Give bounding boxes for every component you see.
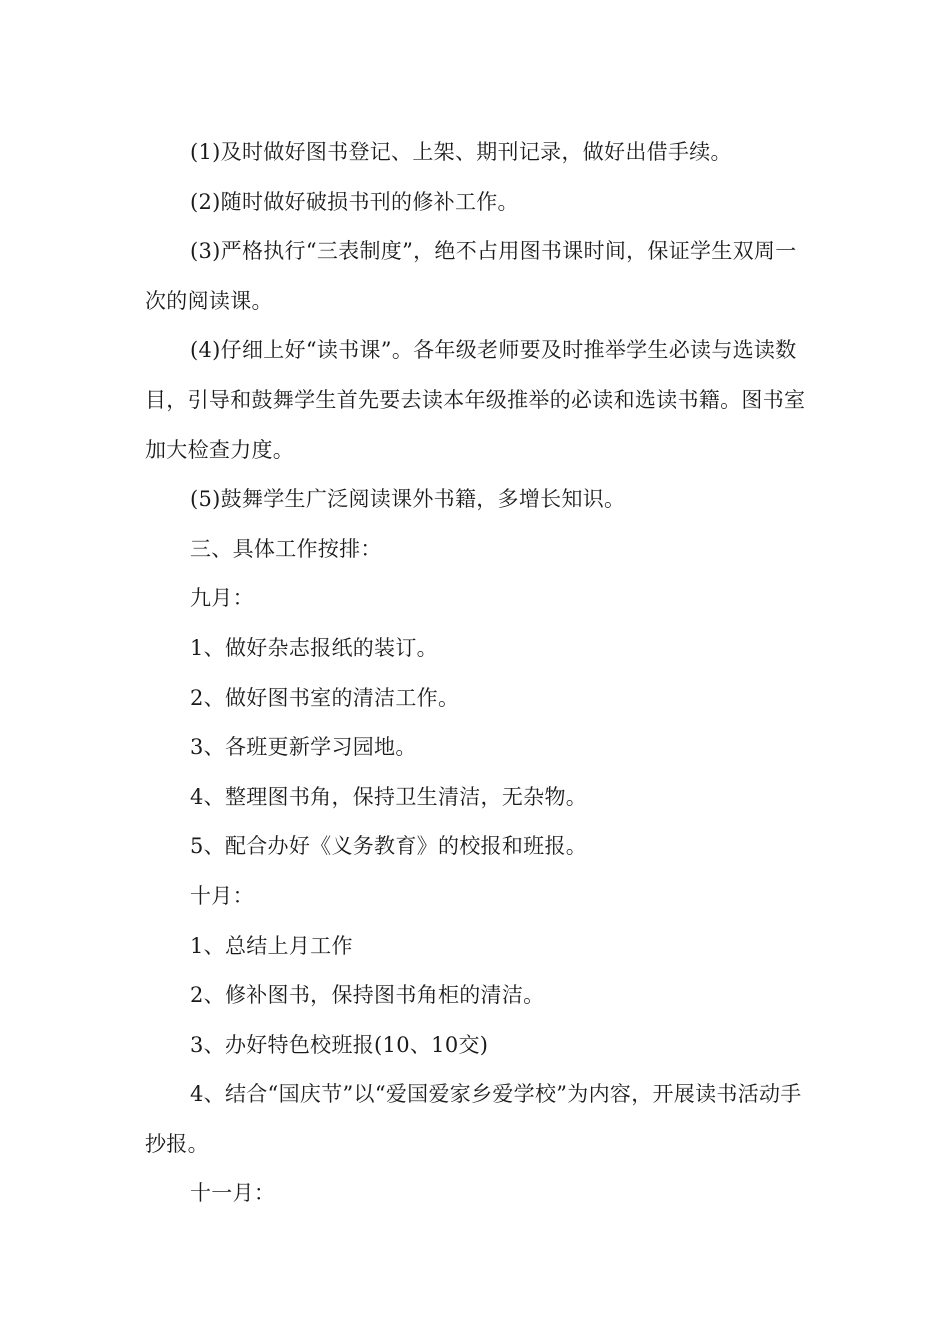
sept-item-3: 3、各班更新学习园地。 bbox=[190, 735, 417, 760]
oct-item-3: 3、办好特色校班报(10、10交) bbox=[190, 1032, 489, 1057]
paragraph-1: (1)及时做好图书登记、上架、期刊记录，做好出借手续。 bbox=[190, 140, 732, 164]
paragraph-2: (2)随时做好破损书刊的修补工作。 bbox=[190, 189, 519, 214]
sept-item-1: 1、做好杂志报纸的装订。 bbox=[190, 635, 438, 660]
sept-item-2: 2、做好图书室的清洁工作。 bbox=[190, 685, 460, 710]
paragraph-3: (3)严格执行“三表制度”，绝不占用图书课时间，保证学生双周一次的阅读课。 bbox=[145, 239, 797, 313]
oct-item-1: 1、总结上月工作 bbox=[190, 933, 353, 958]
month-heading-october: 十月： bbox=[190, 883, 254, 908]
sept-item-5: 5、配合办好《义务教育》的校报和班报。 bbox=[190, 834, 588, 859]
month-heading-november: 十一月： bbox=[190, 1181, 276, 1206]
sept-item-4: 4、整理图书角，保持卫生清洁，无杂物。 bbox=[190, 784, 588, 809]
month-heading-september: 九月： bbox=[190, 586, 254, 611]
section-heading-schedule: 三、具体工作按排： bbox=[190, 536, 382, 561]
document-body bbox=[145, 128, 810, 1219]
paragraph-5: (5)鼓舞学生广泛阅读课外书籍，多增长知识。 bbox=[190, 487, 626, 512]
oct-item-2: 2、修补图书，保持图书角柜的清洁。 bbox=[190, 983, 545, 1008]
oct-item-4: 4、结合“国庆节”以“爱国爱家乡爱学校”为内容，开展读书活动手抄报。 bbox=[145, 1082, 802, 1156]
paragraph-4: (4)仔细上好“读书课”。各年级老师要及时推举学生必读与选读数目，引导和鼓舞学生首先要去读本年级推举的必读和选读书籍。图书室加大检查力度。 bbox=[145, 338, 806, 462]
